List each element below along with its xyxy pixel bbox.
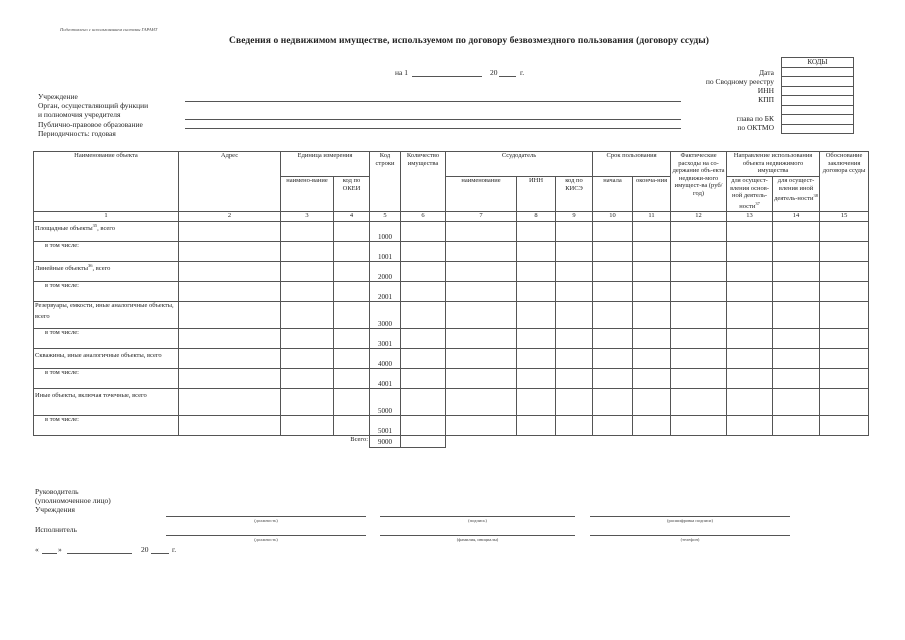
section-row <box>34 389 869 416</box>
table-cell[interactable] <box>446 262 517 282</box>
table-cell[interactable] <box>773 242 820 262</box>
codes-table <box>781 57 854 134</box>
table-cell[interactable] <box>334 416 370 436</box>
row-label: Площадные объекты$^{35}$, всего <box>34 222 179 242</box>
th-term: Срок пользования <box>593 152 671 177</box>
date-year-line[interactable] <box>499 76 516 77</box>
table-cell[interactable] <box>517 349 556 369</box>
table-cell[interactable] <box>556 222 593 242</box>
column-number-row <box>34 212 869 222</box>
table-cell[interactable] <box>633 302 671 329</box>
table-cell[interactable] <box>633 389 671 416</box>
table-cell[interactable] <box>281 349 334 369</box>
col-num: 2 <box>179 212 281 222</box>
sig-date-suffix: г. <box>172 545 177 554</box>
table-cell[interactable] <box>593 369 633 389</box>
label-oktmo: по ОКТМО <box>737 123 774 132</box>
col-num: 6 <box>401 212 446 222</box>
table-cell[interactable] <box>446 302 517 329</box>
table-cell[interactable] <box>556 242 593 262</box>
table-cell[interactable] <box>179 262 281 282</box>
table-cell[interactable] <box>517 389 556 416</box>
table-cell[interactable] <box>401 416 446 436</box>
col-num: 11 <box>633 212 671 222</box>
table-cell[interactable] <box>281 416 334 436</box>
section-sub-row <box>34 282 869 302</box>
table-cell[interactable] <box>517 242 556 262</box>
institution-line[interactable] <box>185 101 681 102</box>
exec-position-line[interactable] <box>166 535 366 536</box>
th-term-end: оконча-ния <box>633 177 671 212</box>
codes-header: КОДЫ <box>782 58 854 68</box>
table-cell[interactable] <box>179 369 281 389</box>
table-cell[interactable] <box>281 369 334 389</box>
table-cell[interactable] <box>517 369 556 389</box>
label-public-entity: Публично-правовое образование <box>38 120 143 129</box>
label-date: Дата <box>759 68 774 77</box>
table-cell[interactable] <box>773 282 820 302</box>
table-cell[interactable] <box>593 416 633 436</box>
row-label: в том числе: <box>34 282 179 302</box>
table-cell[interactable] <box>334 282 370 302</box>
row-code: 1001 <box>370 242 401 262</box>
th-address: Адрес <box>179 152 281 212</box>
table-cell[interactable] <box>179 242 281 262</box>
row-label: Линейные объекты$^{36}$, всего <box>34 262 179 282</box>
label-founder-2: и полномочия учредителя <box>38 110 121 119</box>
table-cell[interactable] <box>727 416 773 436</box>
section-row <box>34 349 869 369</box>
codes-registry[interactable] <box>782 77 854 87</box>
page-title: Сведения о недвижимом имуществе, используемом по договору безвозмездного пользования (договору ссуды) <box>229 36 710 46</box>
row-code: 3001 <box>370 329 401 349</box>
codes-bk[interactable] <box>782 115 854 125</box>
table-cell[interactable] <box>179 222 281 242</box>
section-row <box>34 262 869 282</box>
row-label: Иные объекты, включая точечные, всего <box>34 389 179 416</box>
table-cell[interactable] <box>671 222 727 242</box>
table-cell[interactable] <box>633 262 671 282</box>
cap-exec-position: (должность) <box>254 537 278 542</box>
col-num: 14 <box>773 212 820 222</box>
total-label: Всего: <box>34 436 370 448</box>
table-cell[interactable] <box>281 282 334 302</box>
table-cell[interactable] <box>446 282 517 302</box>
table-cell[interactable] <box>633 349 671 369</box>
table-cell[interactable] <box>593 242 633 262</box>
table-cell[interactable] <box>820 329 869 349</box>
table-cell[interactable] <box>633 416 671 436</box>
col-num: 15 <box>820 212 869 222</box>
table-cell[interactable] <box>727 222 773 242</box>
sig-executor: Исполнитель <box>35 525 77 534</box>
label-founder-1: Орган, осуществляющий функции <box>38 101 149 110</box>
sig-head-3: Учреждения <box>35 505 75 514</box>
total-cell[interactable] <box>401 436 446 448</box>
sig-date-year-line[interactable] <box>151 553 169 554</box>
table-cell[interactable] <box>773 416 820 436</box>
row-label: Скважины, иные аналогичные объекты, всего <box>34 349 179 369</box>
col-num: 5 <box>370 212 401 222</box>
row-code: 4000 <box>370 349 401 369</box>
total-row <box>34 436 869 448</box>
table-cell[interactable] <box>727 389 773 416</box>
row-code: 5000 <box>370 389 401 416</box>
table-cell[interactable] <box>556 389 593 416</box>
sig-date-close: » <box>58 545 62 554</box>
table-cell[interactable] <box>671 282 727 302</box>
table-cell[interactable] <box>820 242 869 262</box>
table-cell[interactable] <box>281 389 334 416</box>
codes-inn[interactable] <box>782 86 854 96</box>
table-cell[interactable] <box>556 369 593 389</box>
col-num: 4 <box>334 212 370 222</box>
table-cell[interactable] <box>671 302 727 329</box>
table-cell[interactable] <box>633 369 671 389</box>
table-cell[interactable] <box>556 329 593 349</box>
table-cell[interactable] <box>179 389 281 416</box>
label-institution: Учреждение <box>38 92 78 101</box>
cap-head-position: (должность) <box>254 518 278 523</box>
th-quantity: Количество имущества <box>401 152 446 212</box>
table-cell[interactable] <box>446 329 517 349</box>
founder-line[interactable] <box>185 119 681 120</box>
table-cell[interactable] <box>633 329 671 349</box>
codes-oktmo[interactable] <box>782 124 854 134</box>
table-cell[interactable] <box>820 302 869 329</box>
table-cell[interactable] <box>556 302 593 329</box>
row-code: 4001 <box>370 369 401 389</box>
col-num: 13 <box>727 212 773 222</box>
table-cell[interactable] <box>671 242 727 262</box>
sig-date-day-line[interactable] <box>42 553 57 554</box>
col-num: 3 <box>281 212 334 222</box>
table-cell[interactable] <box>179 282 281 302</box>
table-cell[interactable] <box>401 262 446 282</box>
col-num: 1 <box>34 212 179 222</box>
table-cell[interactable] <box>446 369 517 389</box>
table-cell[interactable] <box>401 282 446 302</box>
table-cell[interactable] <box>593 349 633 369</box>
table-cell[interactable] <box>773 349 820 369</box>
row-code: 3000 <box>370 302 401 329</box>
col-num: 12 <box>671 212 727 222</box>
col-num: 7 <box>446 212 517 222</box>
table-cell[interactable] <box>727 349 773 369</box>
label-inn: ИНН <box>757 86 774 95</box>
date-suffix: г. <box>520 68 525 77</box>
table-cell[interactable] <box>820 262 869 282</box>
table-cell[interactable] <box>671 369 727 389</box>
table-cell[interactable] <box>593 329 633 349</box>
row-code: 2000 <box>370 262 401 282</box>
table-cell[interactable] <box>281 329 334 349</box>
table-cell[interactable] <box>820 282 869 302</box>
table-cell[interactable] <box>334 389 370 416</box>
table-cell[interactable] <box>556 282 593 302</box>
table-cell[interactable] <box>773 222 820 242</box>
table-cell[interactable] <box>727 282 773 302</box>
th-expenses: Фактические расходы на со-держание объ-екта недвижи-мого имущест-ва (руб/год) <box>671 152 727 212</box>
table-cell[interactable] <box>517 262 556 282</box>
codes-spacer <box>782 105 854 115</box>
label-kpp: КПП <box>758 95 774 104</box>
table-cell[interactable] <box>773 329 820 349</box>
table-cell[interactable] <box>401 242 446 262</box>
table-cell[interactable] <box>671 389 727 416</box>
table-cell[interactable] <box>773 369 820 389</box>
table-cell[interactable] <box>773 302 820 329</box>
th-name: Наименование объекта <box>34 152 179 212</box>
th-justification: Обоснование заключения договора ссуды <box>820 152 869 212</box>
table-cell[interactable] <box>334 369 370 389</box>
table-cell[interactable] <box>334 302 370 329</box>
th-unit-name: наимено-вание <box>281 177 334 212</box>
sig-date-open: « <box>35 545 39 554</box>
table-cell[interactable] <box>727 302 773 329</box>
table-cell[interactable] <box>401 222 446 242</box>
cap-head-signature: (подпись) <box>468 518 487 523</box>
table-cell[interactable] <box>727 242 773 262</box>
table-cell[interactable] <box>671 416 727 436</box>
table-cell[interactable] <box>820 389 869 416</box>
table-cell[interactable] <box>820 222 869 242</box>
table-cell[interactable] <box>556 416 593 436</box>
cap-head-decoding: (расшифровка подписи) <box>667 518 713 523</box>
th-line-code: Код строки <box>370 152 401 212</box>
date-prefix: на 1 <box>395 68 408 77</box>
row-code: 5001 <box>370 416 401 436</box>
public-entity-line[interactable] <box>185 128 681 129</box>
table-cell[interactable] <box>820 369 869 389</box>
table-cell[interactable] <box>593 302 633 329</box>
cap-exec-name: (фамилия, инициалы) <box>456 537 499 542</box>
table-cell[interactable] <box>401 389 446 416</box>
table-cell[interactable] <box>593 222 633 242</box>
table-cell[interactable] <box>179 302 281 329</box>
section-sub-row <box>34 329 869 349</box>
table-cell[interactable] <box>633 222 671 242</box>
exec-phone-line[interactable] <box>590 535 790 536</box>
head-position-line[interactable] <box>166 516 366 517</box>
table-cell[interactable] <box>633 282 671 302</box>
table-cell[interactable] <box>179 329 281 349</box>
th-lender-kise: код по КИСЭ <box>556 177 593 212</box>
table-cell[interactable] <box>281 222 334 242</box>
col-num: 9 <box>556 212 593 222</box>
table-cell[interactable] <box>593 282 633 302</box>
table-cell[interactable] <box>773 389 820 416</box>
table-cell[interactable] <box>593 262 633 282</box>
th-unit: Единица измерения <box>281 152 370 177</box>
section-sub-row <box>34 416 869 436</box>
row-label: в том числе: <box>34 329 179 349</box>
table-cell[interactable] <box>179 349 281 369</box>
label-registry: по Сводному реестру <box>705 77 774 86</box>
table-cell[interactable] <box>773 262 820 282</box>
cap-exec-phone: (телефон) <box>680 537 700 542</box>
table-cell[interactable] <box>671 262 727 282</box>
table-cell[interactable] <box>517 416 556 436</box>
table-cell[interactable] <box>820 349 869 369</box>
col-num: 10 <box>593 212 633 222</box>
table-cell[interactable] <box>281 302 334 329</box>
th-term-start: начала <box>593 177 633 212</box>
label-bk: глава по БК <box>736 114 774 123</box>
th-lender: Ссудодатель <box>446 152 593 177</box>
th-unit-okei: код по ОКЕИ <box>334 177 370 212</box>
table-cell[interactable] <box>671 329 727 349</box>
codes-date[interactable] <box>782 67 854 77</box>
table-cell[interactable] <box>727 329 773 349</box>
sig-date-month-line[interactable] <box>67 553 132 554</box>
table-cell[interactable] <box>446 349 517 369</box>
th-direction-other: для осущест-вления иной деятель-ности$^{38}$ <box>773 177 820 212</box>
table-cell[interactable] <box>179 416 281 436</box>
table-cell[interactable] <box>446 242 517 262</box>
table-cell[interactable] <box>334 329 370 349</box>
head-signature-line[interactable] <box>380 516 575 517</box>
col-num: 8 <box>517 212 556 222</box>
sig-date-year: 20 <box>141 545 149 554</box>
th-lender-name: наименование <box>446 177 517 212</box>
codes-kpp[interactable] <box>782 96 854 106</box>
table-cell[interactable] <box>401 302 446 329</box>
th-lender-inn: ИНН <box>517 177 556 212</box>
sig-head-1: Руководитель <box>35 487 79 496</box>
table-cell[interactable] <box>556 349 593 369</box>
table-cell[interactable] <box>281 262 334 282</box>
property-table <box>33 151 869 448</box>
th-direction-main: для осущест-вления основ-ной деятель-ности$^{37}$ <box>727 177 773 212</box>
section-sub-row <box>34 242 869 262</box>
table-cell[interactable] <box>401 349 446 369</box>
header-note: Подготовлено с использованием системы ГАРАНТ <box>60 27 158 32</box>
table-cell[interactable] <box>334 262 370 282</box>
table-cell[interactable] <box>334 349 370 369</box>
total-code: 9000 <box>370 436 401 448</box>
table-cell[interactable] <box>517 222 556 242</box>
section-sub-row <box>34 369 869 389</box>
date-day-line[interactable] <box>412 76 482 77</box>
table-cell[interactable] <box>727 369 773 389</box>
table-cell[interactable] <box>401 329 446 349</box>
table-cell[interactable] <box>820 416 869 436</box>
table-cell[interactable] <box>517 282 556 302</box>
table-cell[interactable] <box>556 262 593 282</box>
table-cell[interactable] <box>281 242 334 262</box>
row-label: Резервуары, емкости, иные аналогичные объекты, всего <box>34 302 179 329</box>
section-row <box>34 222 869 242</box>
table-cell[interactable] <box>446 222 517 242</box>
table-cell[interactable] <box>401 369 446 389</box>
table-cell[interactable] <box>334 242 370 262</box>
row-code: 1000 <box>370 222 401 242</box>
label-periodicity: Периодичность: годовая <box>38 129 116 138</box>
table-cell[interactable] <box>633 242 671 262</box>
table-cell[interactable] <box>517 329 556 349</box>
row-label: в том числе: <box>34 242 179 262</box>
th-direction: Направление использования объекта недвижимого имущества <box>727 152 820 177</box>
table-cell[interactable] <box>671 349 727 369</box>
table-cell[interactable] <box>334 222 370 242</box>
table-cell[interactable] <box>727 262 773 282</box>
date-year-prefix: 20 <box>490 68 498 77</box>
table-cell[interactable] <box>446 389 517 416</box>
section-row <box>34 302 869 329</box>
table-cell[interactable] <box>517 302 556 329</box>
total-blank <box>446 436 869 448</box>
row-label: в том числе: <box>34 369 179 389</box>
sig-head-2: (уполномоченное лицо) <box>35 496 111 505</box>
head-decoding-line[interactable] <box>590 516 790 517</box>
row-label: в том числе: <box>34 416 179 436</box>
row-code: 2001 <box>370 282 401 302</box>
table-cell[interactable] <box>446 416 517 436</box>
table-cell[interactable] <box>593 389 633 416</box>
exec-name-line[interactable] <box>380 535 575 536</box>
